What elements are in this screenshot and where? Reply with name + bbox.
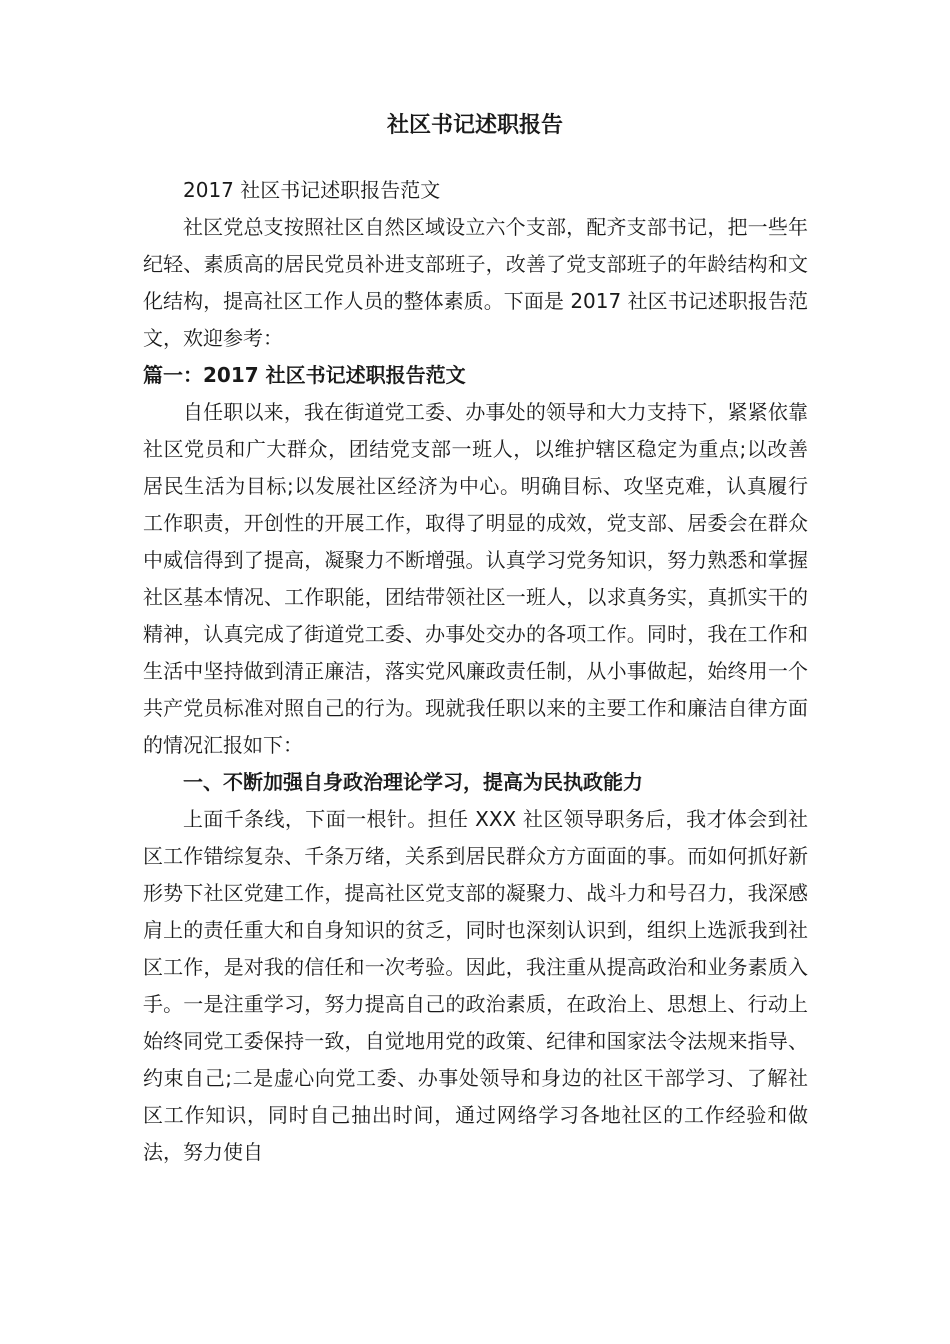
document-title: 社区书记述职报告	[386, 113, 563, 138]
section-heading: 篇一：2017 社区书记述职报告范文	[143, 363, 466, 387]
document-subtitle: 2017 社区书记述职报告范文	[183, 178, 441, 202]
body-paragraph: 自任职以来，我在街道党工委、办事处的领导和大力支持下，紧紧依靠社区党员和广大群众，团结党支部一班人，以维护辖区稳定为重点;以改善居民生活为目标;以发展社区经济为中心。明确目标、攻坚克难，认真履行工作职责，开创性的开展工作，取得了明显的成效，党支部、居委会在群众中威信得到了提高，凝聚力不断增强。认真学习党务知识，努力熟悉和掌握社区基本情况、工作职能，团结带领社区一班人，以求真务实，真抓实干的精神，认真完成了街道党工委、办事处交办的各项工作。同时，我在工作和生活中坚持做到清正廉洁，落实党风廉政责任制，从小事做起，始终用一个共产党员标准对照自己的行为。现就我任职以来的主要工作和廉洁自律方面的情况汇报如下：	[143, 400, 808, 757]
body-paragraph: 上面千条线，下面一根针。担任 XXX 社区领导职务后，我才体会到社区工作错综复杂、千条万绪，关系到居民群众方方面面的事。而如何抓好新形势下社区党建工作，提高社区党支部的凝聚力、战斗力和号召力，我深感肩上的责任重大和自身知识的贫乏，同时也深刻认识到，组织上选派我到社区工作，是对我的信任和一次考验。因此，我注重从提高政治和业务素质入手。一是注重学习，努力提高自己的政治素质，在政治上、思想上、行动上始终同党工委保持一致，自觉地用党的政策、纪律和国家法令法规来指导、约束自己;二是虚心向党工委、办事处领导和身边的社区干部学习、了解社区工作知识，同时自己抽出时间，通过网络学习各地社区的工作经验和做法，努力使自	[143, 807, 808, 1164]
intro-paragraph: 社区党总支按照社区自然区域设立六个支部，配齐支部书记，把一些年纪轻、素质高的居民党员补进支部班子，改善了党支部班子的年龄结构和文化结构，提高社区工作人员的整体素质。下面是 2017 社区书记述职报告范文，欢迎参考：	[143, 215, 808, 350]
document-body	[143, 172, 808, 1171]
subsection-heading: 一、不断加强自身政治理论学习，提高为民执政能力	[183, 770, 643, 794]
